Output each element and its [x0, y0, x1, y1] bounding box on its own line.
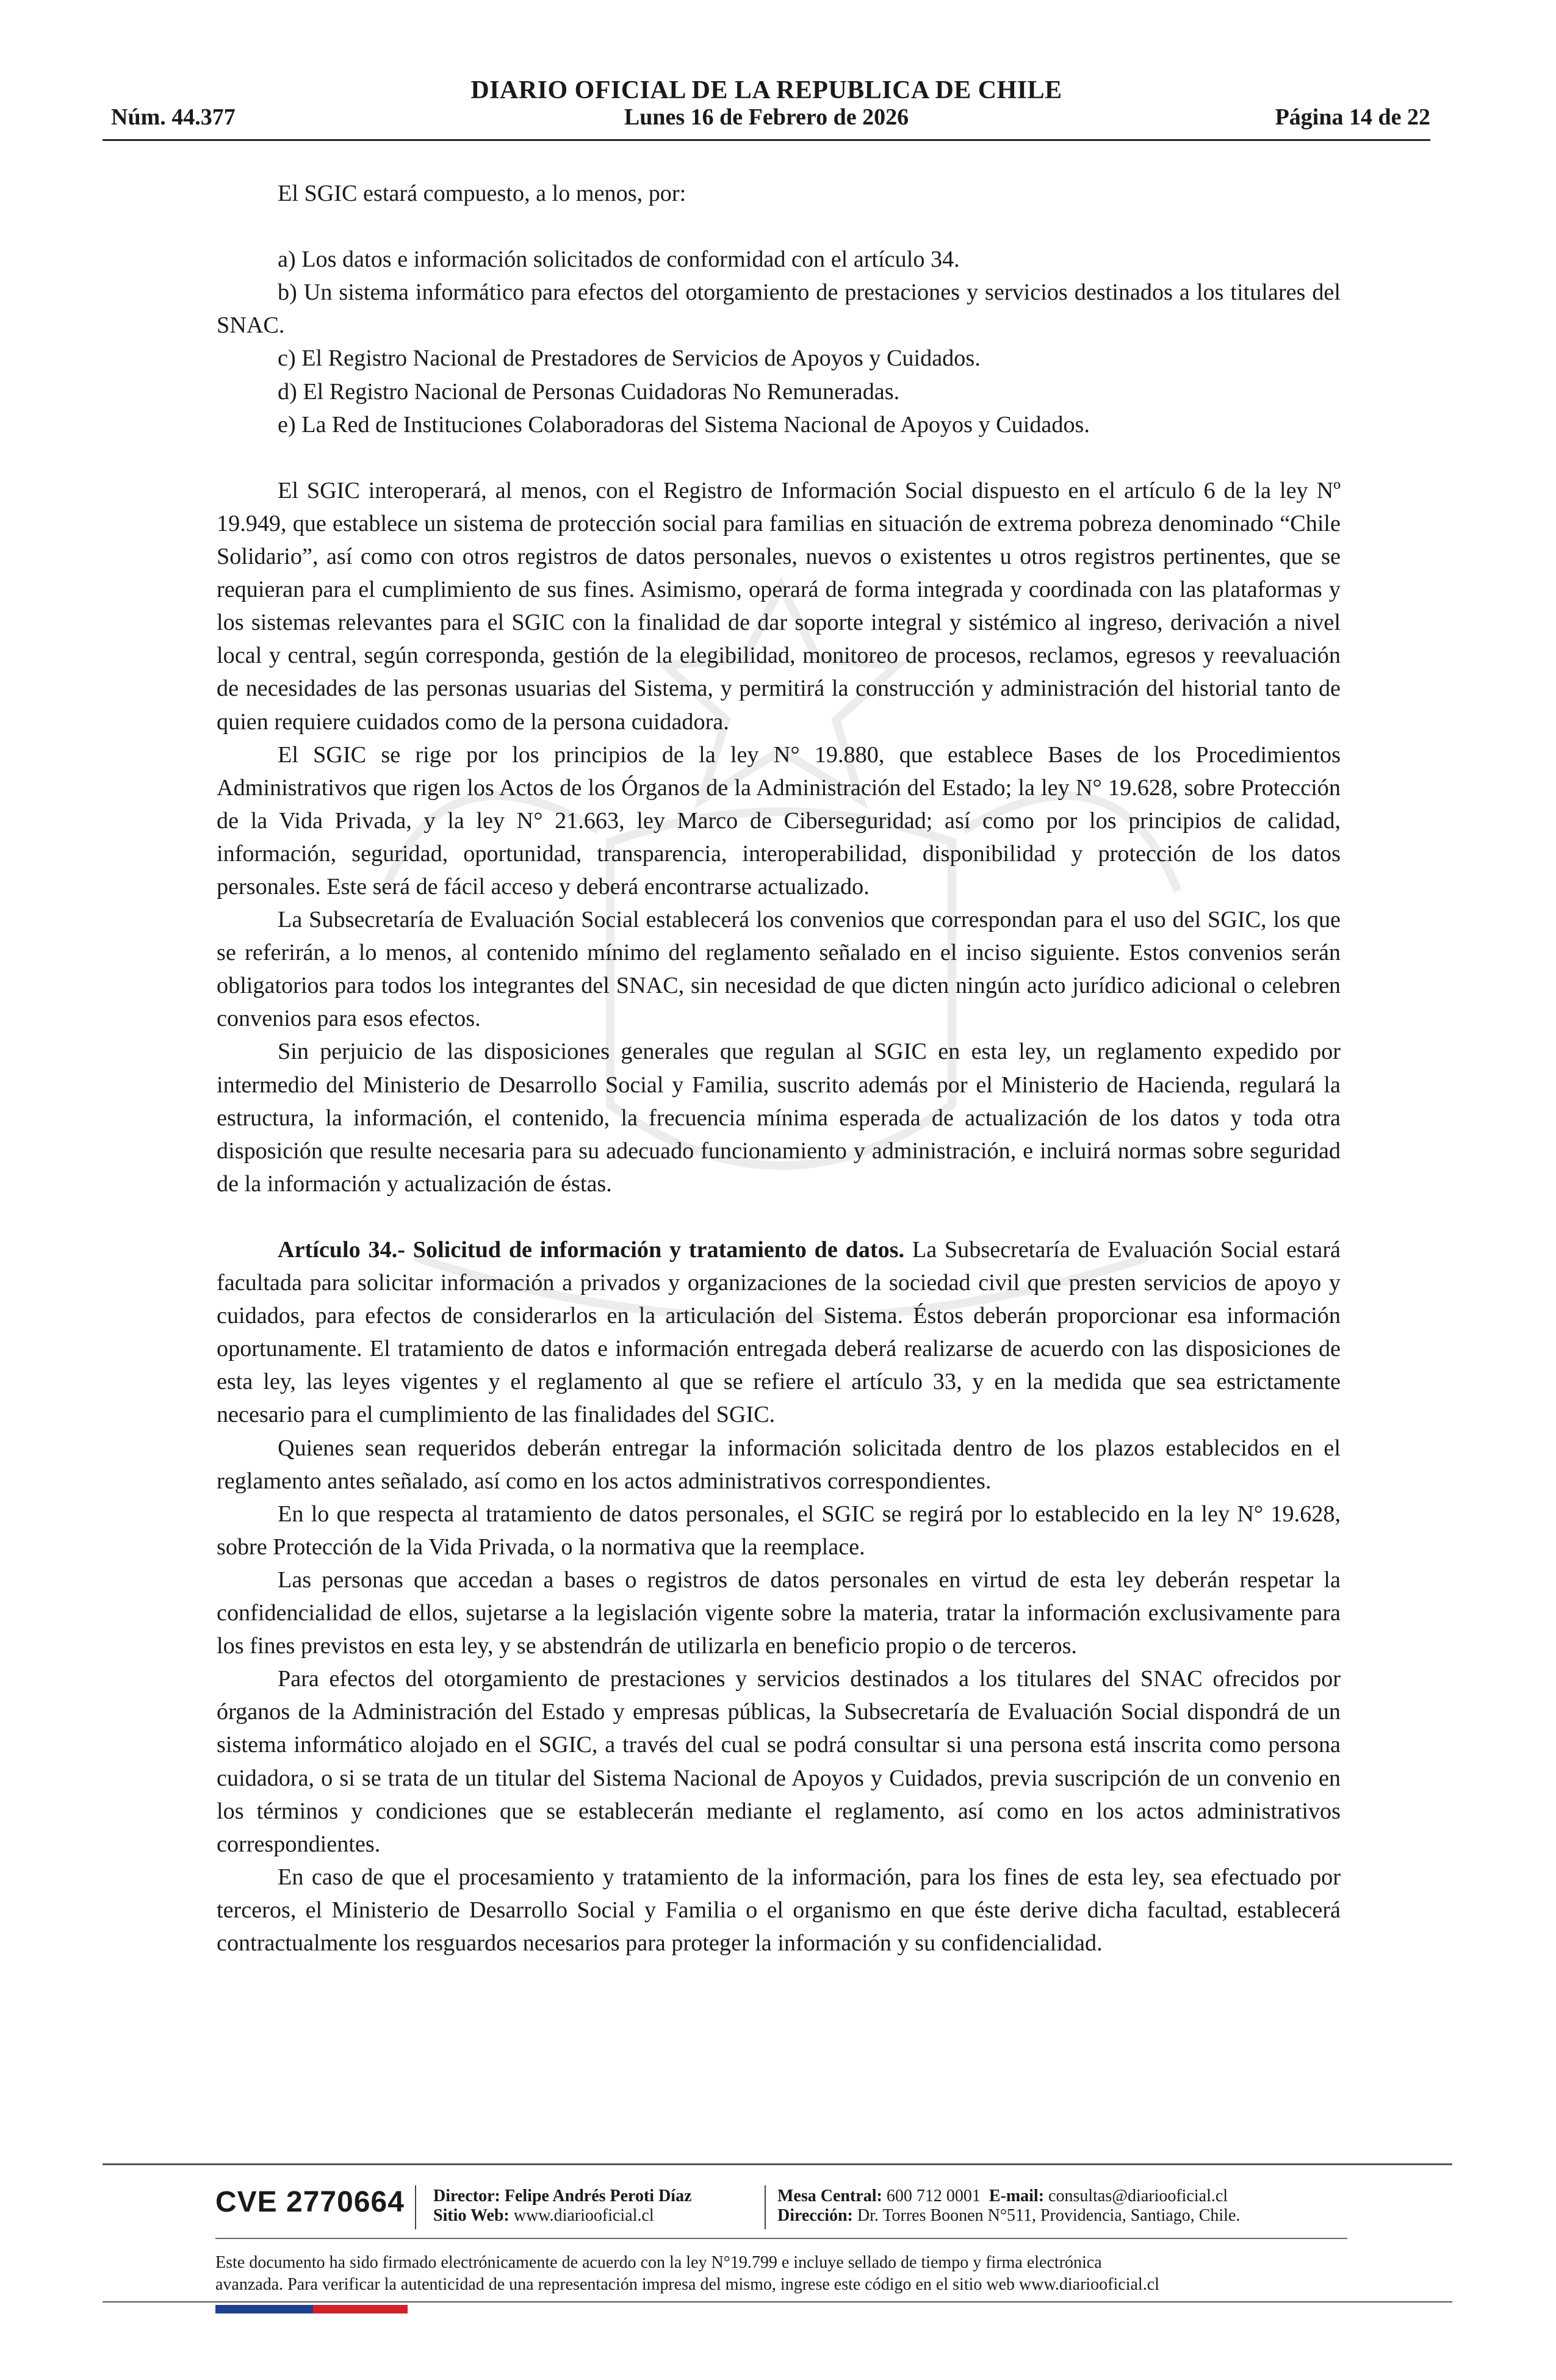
email-link[interactable]: consultas@diariooficial.cl — [1048, 2187, 1228, 2205]
footer-contact-block — [777, 2187, 1240, 2226]
article-34-paragraph — [217, 1233, 1341, 1432]
signature-notice-line: avanzada. Para verificar la autenticidad de una representación impresa del mismo, ingrese este código en el sitio web www.diariooficial.cl — [215, 2275, 1159, 2294]
cve-code: CVE 2770664 — [215, 2186, 405, 2218]
footer-divider-middle — [215, 2238, 1347, 2239]
footer-director-block — [433, 2187, 692, 2226]
article-34-text: La Subsecretaría de Evaluación Social estará facultada para solicitar información a privados y organizaciones de la sociedad civil que presten servicios de apoyo y cuidados, para efectos de considerarlos en la articulación del Sistema. Éstos deberán proporcionar esa información oportunamente. El tratamiento de datos e información entregada deberá realizarse de acuerdo con las disposiciones de esta ley, las leyes vigentes y el reglamento al que se refiere el artículo 33, y en la medida que sea estrictamente necesario para el cumplimiento de las finalidades del SGIC. — [217, 1237, 1341, 1428]
footer-separator — [415, 2185, 416, 2229]
footer-divider-top — [103, 2163, 1452, 2165]
paragraph-personal-data: En lo que respecta al tratamiento de datos personales, el SGIC se regirá por lo establecido en la ley N° 19.628, sobre Protección de la Vida Privada, o la normativa que la reemplace. — [217, 1501, 1341, 1560]
page-number: Página 14 de 22 — [1275, 104, 1430, 130]
issue-number: Núm. 44.377 — [111, 104, 236, 130]
page-header — [103, 72, 1430, 140]
footer-divider-bottom — [103, 2301, 1452, 2302]
paragraph-third-parties: En caso de que el procesamiento y tratamiento de la información, para los fines de esta ley, sea efectuado por terceros, el Ministerio de Desarrollo Social y Familia o el organismo en que éste derive dicha facultad, establecerá contractualmente los resguardos necesarios para proteger la información y su confidencialidad. — [217, 1864, 1341, 1956]
page-footer — [103, 2163, 1452, 2316]
list-item-a: a) Los datos e información solicitados de conformidad con el artículo 34. — [278, 247, 960, 273]
address-label: Dirección: — [777, 2206, 853, 2225]
website-link[interactable]: www.diariooficial.cl — [513, 2206, 654, 2225]
website-label: Sitio Web: — [433, 2206, 510, 2225]
paragraph-confidentiality: Las personas que accedan a bases o registros de datos personales en virtud de esta ley deberán respetar la confidencialidad de ellos, sujetarse a la legislación vigente sobre la materia, tratar la información exclusivamente para los fines previstos en esta ley, y se abstendrán de utilizarla en beneficio propio o de terceros. — [217, 1567, 1341, 1659]
paragraph-regulation: Sin perjuicio de las disposiciones generales que regulan al SGIC en esta ley, un reglamento expedido por intermedio del Ministerio de Desarrollo Social y Familia, suscrito además por el Ministerio de Hacienda, regulará la estructura, la información, el contenido, la frecuencia mínima esperada de actualización de los datos y toda otra disposición que resulte necesaria para su adecuado funcionamiento y administración, e incluirá normas sobre seguridad de la información y actualización de éstas. — [217, 1039, 1341, 1197]
flag-blue-segment — [215, 2305, 313, 2313]
paragraph-intro: El SGIC estará compuesto, a lo menos, por: — [278, 181, 686, 206]
signature-notice-line: Este documento ha sido firmado electrónicamente de acuerdo con la ley N°19.799 e incluye sellado de tiempo y firma electrónica — [215, 2253, 1102, 2272]
document-body — [217, 177, 1341, 1960]
paragraph-agreements: La Subsecretaría de Evaluación Social establecerá los convenios que correspondan para el uso del SGIC, los que se referirán, a lo menos, al contenido mínimo del reglamento señalado en el inciso siguiente. Estos convenios serán obligatorios para todos los integrantes del SNAC, sin necesidad de que dicten ningún acto jurídico adicional o celebren convenios para esos efectos. — [217, 907, 1341, 1032]
footer-separator — [765, 2185, 766, 2229]
issue-date: Lunes 16 de Febrero de 2026 — [624, 104, 909, 130]
phone-value: 600 712 0001 — [886, 2187, 981, 2205]
phone-label: Mesa Central: — [777, 2187, 882, 2205]
address-value: Dr. Torres Boonen N°511, Providencia, Santiago, Chile. — [857, 2206, 1241, 2225]
flag-red-segment — [313, 2305, 408, 2313]
paragraph-interoperability: El SGIC interoperará, al menos, con el Registro de Información Social dispuesto en el artículo 6 de la ley Nº 19.949, que establece un sistema de protección social para familias en situación de extrema pobreza denominado “Chile Solidario”, así como con otros registros de datos personales, nuevos o existentes u otros registros pertinentes, que se requieran para el cumplimiento de sus fines. Asimismo, operará de forma integrada y coordinada con las plataformas y los sistemas relevantes para el SGIC con la finalidad de dar soporte integral y sistémico al ingreso, derivación a nivel local y central, según corresponda, gestión de la elegibilidad, monitoreo de procesos, reclamos, egresos y reevaluación de necesidades de las personas usuarias del Sistema, y permitirá la construcción y administración del historial tanto de quien requiere cuidados como de la persona cuidadora. — [217, 477, 1341, 735]
director-name: Felipe Andrés Peroti Díaz — [504, 2187, 692, 2205]
list-item-e: e) La Red de Instituciones Colaboradoras del Sistema Nacional de Apoyos y Cuidados. — [278, 411, 1090, 438]
header-divider — [103, 139, 1430, 141]
email-label: E-mail: — [989, 2187, 1045, 2205]
newspaper-title: DIARIO OFICIAL DE LA REPUBLICA DE CHILE — [470, 76, 1062, 104]
flag-stripe — [215, 2305, 408, 2313]
list-item-d: d) El Registro Nacional de Personas Cuidadoras No Remuneradas. — [278, 378, 900, 405]
paragraph-information-system: Para efectos del otorgamiento de prestaciones y servicios destinados a los titulares del SNAC ofrecidos por órganos de la Administración del Estado y empresas públicas, la Subsecretaría de Evaluación Social dispondrá de un sistema informático alojado en el SGIC, a través del cual se podrá consultar si una persona está inscrita como persona cuidadora, o si se trata de un titular del Sistema Nacional de Apoyos y Cuidados, previa suscripción de un convenio en los términos y condiciones que se establecerán mediante el reglamento, así como en los actos administrativos correspondientes. — [217, 1666, 1341, 1857]
paragraph-principles: El SGIC se rige por los principios de la ley N° 19.880, que establece Bases de los Procedimientos Administrativos que rigen los Actos de los Órganos de la Administración del Estado; la ley N° 19.628, sobre Protección de la Vida Privada, y la ley N° 21.663, ley Marco de Ciberseguridad; así como por los principios de calidad, información, seguridad, oportunidad, transparencia, interoperabilidad, disponibilidad y protección de los datos personales. Este será de fácil acceso y deberá encontrarse actualizado. — [217, 741, 1341, 900]
signature-notice — [215, 2252, 1375, 2296]
list-item-c: c) El Registro Nacional de Prestadores de Servicios de Apoyos y Cuidados. — [278, 345, 981, 372]
director-label: Director: — [433, 2187, 500, 2205]
paragraph-deadlines: Quienes sean requeridos deberán entregar la información solicitada dentro de los plazos establecidos en el reglamento antes señalado, así como en los actos administrativos correspondientes. — [217, 1435, 1341, 1494]
article-34-heading: Artículo 34.- Solicitud de información y tratamiento de datos. — [278, 1237, 905, 1263]
list-item-b: b) Un sistema informático para efectos del otorgamiento de prestaciones y servicios destinados a los titulares del SNAC. — [217, 279, 1341, 339]
